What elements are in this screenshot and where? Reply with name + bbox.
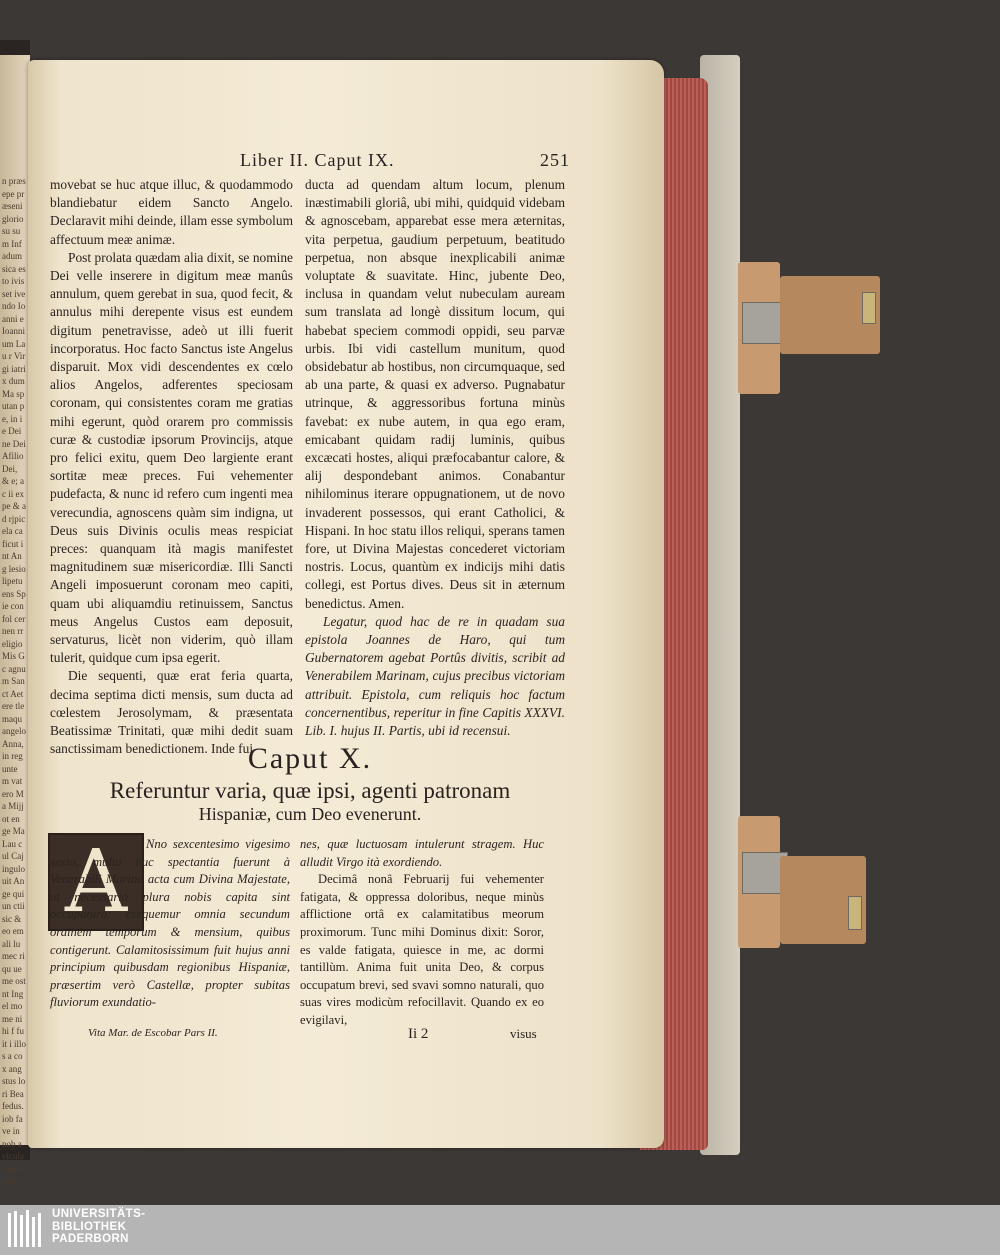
library-name-line-2: BIBLIOTHEK bbox=[52, 1220, 127, 1233]
clasp-bottom bbox=[738, 816, 780, 948]
text-column-left bbox=[50, 176, 293, 759]
catchword: visus bbox=[510, 1026, 537, 1041]
paragraph: movebat se huc atque illuc, & quodammodo blandiebatur eidem Sancto Angelo. Declaravit mihi deinde, illam esse symbolum affectuum meæ animæ. bbox=[50, 177, 293, 247]
running-head-title: Liber II. Caput IX. bbox=[240, 150, 395, 170]
signature-mark: Ii 2 bbox=[408, 1026, 429, 1042]
clasp-top bbox=[738, 262, 780, 394]
paragraph: Die sequenti, quæ erat feria quarta, decima septima dicti mensis, sum ducta ad cœlestem Jerosolymam, & præsentata Beatissimæ Trinitati, quæ mihi dedit suam sanctissimam benedictionem. Inde fui bbox=[50, 668, 293, 757]
library-footer-bar bbox=[0, 1205, 1000, 1255]
text-column-right bbox=[305, 176, 565, 740]
library-name bbox=[52, 1208, 145, 1246]
initial-letter: A bbox=[64, 832, 128, 932]
paragraph: Nno sexcentesimo vigesimo sexto, multa huc spectantia fuerunt à Venerabili Marina acta cum Divina Majestate, ut necessario plura nobis capita sint occupatura: exequemur omnia secundum ordinem temporum & mensium, quibus contigerunt. Calamitosissimum fuit hujus anni principium quibusdam regionibus Hispaniæ, præsertim verò Castellæ, propter subitas fluviorum exundatio- bbox=[50, 837, 290, 1010]
chapter-heading bbox=[50, 742, 570, 825]
chapter-subtitle-2: Hispaniæ, cum Deo evenerunt. bbox=[198, 804, 422, 824]
page-number: 251 bbox=[540, 150, 570, 170]
italic-note: Legatur, quod hac de re in quadam sua epistola Joannes de Haro, qui tum Gubernatorem agebat Portûs divitis, scribit ad Venerabilem Marinam, cujus precibus victoriam attribuit. Epistola, cum reliquis hoc factum concernentibus, reperitur in fine Capitis XXXVI. Lib. I. hujus II. Partis, ubi id recensui. bbox=[305, 613, 565, 739]
library-name-line-1: UNIVERSITÄTS- bbox=[52, 1208, 146, 1220]
paragraph: ducta ad quendam altum locum, plenum inæstimabili gloriâ, ubi mihi, quidquid videbam & agnoscebam, apparebat esse mera æternitas, vita perpetua, gaudium perpetuum, beatitudo perpetua, non absque inexplicabili animæ voluptate & suavitate. Hinc, jubente Deo, inclusa in quandam velut nubeculam auream sum translata ad longè dissitum locum, qui habebat speciem commodi oppidi, seu parvæ urbis. Ibi vidi castellum munitum, quod obsidebatur ab hostibus, non circumquaque, sed ab una parte, & quasi ex adverso. Pugnabatur utrinque, & aggressoribus fortuna minùs favebat: ex nube autem, in qua ego eram, emicabant quidam radij luminis, quibus excæcati hostes, aliqui præfocabantur calore, & alij despondebant animos. Conabantur nihilominus iterare oppugnationem, ut de novo invaderent possessos, qui erant Catholici, & Hispani. In hoc statu illos reliqui, sperans tamen fore, ut Divina Majestas concederet victoriam nostris. Locus, quantùm ex indicijs mihi datis collegi, est Portus dives. Deus sit in æternum benedictus. Amen. bbox=[305, 177, 565, 611]
previous-page-text: n præsepe præseni gloriosu sum Inf adum sica esto ivisset ivendo Ioanni e Ioanni um Lau r Virgi iatrix dum Ma sputan pe, in ie Dei ne Dei Afilio Dei, & e; ac ii expe & ad rjpic ela ca ficut int Ang lesio lipetu ens Spie confol cernen rreligio Mis Gc agnum Sanct Aetere tlemaqu angelo Anna, in reg unte m vatero Ma Mijjot en ge Ma Lau cul Caj ingulo uit Ange qui un ctii sic & eo emali lumec ri qu ue me ostnt Ingel mo me nihi f fuit i illos a cox ang stus lori Bea fedus. iob fave in nob avicula ratum mol bbox=[2, 176, 26, 1186]
clasp-bottom-strap bbox=[780, 856, 866, 944]
paragraph: Post prolata quædam alia dixit, se nomine Dei velle inserere in digitum meæ manûs annulum, quem gerebat in sua, quod fecit, & annulus mihi derepente visus est eundem digitum penetravisse, adeò ut illi fuerit incorporatus. Hoc facto Sanctus iste Angelus disparuit. Mox vidi descendentes ex cœlo alios Angelos, adferentes speciosam coronam, qui consistentes coram me gratias mihi egerunt, quòd orarem pro commissis curæ & custodiæ ipsorum Provincijs, atque pro felici exitu, quem Deo largiente erant sortitæ meæ preces. Fui vehementer pudefacta, & nunc id refero cum ingenti mea verecundia, agnoscens quàm sim indigna, ut Deus suis Divinis oculis meas respiciat preces: quanquam ità magis manifestet magnitudinem suæ misericordiæ. Illi Sancti Angeli imposuerunt coronam meo capiti, quam ubi aliquamdiu retinuissem, Sanctus meus Angelus Custos eam deposuit, servaturus, licèt non viderim, quò illam tulerit, quidque cum ipsa egerit. bbox=[50, 249, 293, 666]
chapter-subtitle-1: Referuntur varia, quæ ipsi, agenti patronam bbox=[109, 778, 511, 803]
chapter-title: Caput X. bbox=[247, 742, 373, 775]
previous-page-edge bbox=[0, 55, 30, 1186]
footer-title: Vita Mar. de Escobar Pars II. bbox=[88, 1027, 218, 1039]
clasp-top-strap bbox=[780, 276, 880, 354]
clasp-top-pin bbox=[862, 292, 876, 324]
library-name-line-3: PADERBORN bbox=[52, 1233, 129, 1245]
library-logo-icon bbox=[6, 1207, 44, 1251]
paragraph: nes, quæ luctuosam intulerunt stragem. Huc alludit Virgo ità exordiendo. bbox=[300, 837, 544, 869]
paragraph: Decimâ nonâ Februarij fui vehementer fatigata, & oppressa doloribus, neque minùs afflictione ortâ ex calamitatibus meorum proximorum. Tunc mihi Dominus dixit: Soror, es valde fatigata, quiesce in me, ac dormi tantillùm. Anima fuit unita Deo, & corpus occupatum brevi, sed svavi somno naturali, quo suas vires modicùm refocillavit. Quando ex eo evigilavi, bbox=[300, 872, 544, 1027]
text-column-right-2 bbox=[300, 836, 544, 1030]
text-column-left-2 bbox=[50, 832, 290, 1012]
clasp-bottom-pin bbox=[848, 896, 862, 930]
